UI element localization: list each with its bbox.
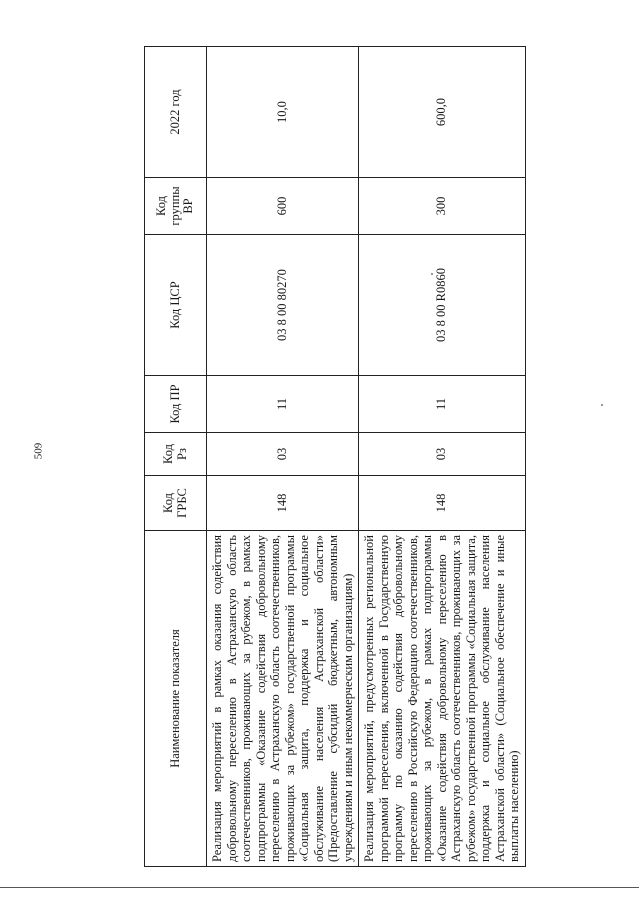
budget-table <box>144 46 526 867</box>
row-rz: 03 <box>207 433 359 476</box>
page-number: 509 <box>32 442 45 460</box>
row-csr: 03 8 00 R0860 <box>359 235 526 376</box>
row-csr: 03 8 00 80270 <box>207 235 359 376</box>
row-vr: 300 <box>359 178 526 235</box>
row-value: 600,0 <box>359 47 526 178</box>
table-row <box>207 47 359 867</box>
row-rz: 03 <box>359 433 526 476</box>
scan-speck <box>601 404 603 406</box>
bottom-rule <box>0 887 639 888</box>
table-row <box>359 47 526 867</box>
row-grbs: 148 <box>359 476 526 531</box>
row-value: 10,0 <box>207 47 359 178</box>
header-year: 2022 год <box>145 47 207 178</box>
header-rz: Код Рз <box>145 433 207 476</box>
header-pr: Код ПР <box>145 376 207 433</box>
row-pr: 11 <box>207 376 359 433</box>
header-grbs: Код ГРБС <box>145 476 207 531</box>
table-header-row <box>145 47 207 867</box>
header-name: Наименование показателя <box>145 531 207 867</box>
header-csr: Код ЦСР <box>145 235 207 376</box>
row-vr: 600 <box>207 178 359 235</box>
row-grbs: 148 <box>207 476 359 531</box>
row-name: Реализация мероприятий, предусмотренных региональной программой переселения, включенной в Государственную программу по оказанию содействия добровольному переселению в Российскую Федерацию соотечественников, проживающих за рубежом, в рамках подпрограммы «Оказание содействия добровольному переселению в Астраханскую область соотечественников, проживающих за рубежом» государственной программы «Социальная защита, поддержка и социальное обслуживание населения Астраханской области» (Социальное обеспечение и иные выплаты населению) <box>359 531 526 867</box>
header-vr: Код группы ВР <box>145 178 207 235</box>
row-pr: 11 <box>359 376 526 433</box>
rotated-table-container <box>144 47 521 867</box>
scan-speck <box>431 273 433 275</box>
row-name: Реализация мероприятий в рамках оказания содействия добровольному переселению в Астраханскую область соотечественников, проживающих за рубежом, в рамках подпрограммы «Оказание содействия добровольному переселению в Астраханскую область соотечественников, проживающих за рубежом» государственной программы «Социальная защита, поддержка и социальное обслуживание населения Астраханской области» (Предоставление субсидий бюджетным, автономным учреждениям и иным некоммерческим организациям) <box>207 531 359 867</box>
